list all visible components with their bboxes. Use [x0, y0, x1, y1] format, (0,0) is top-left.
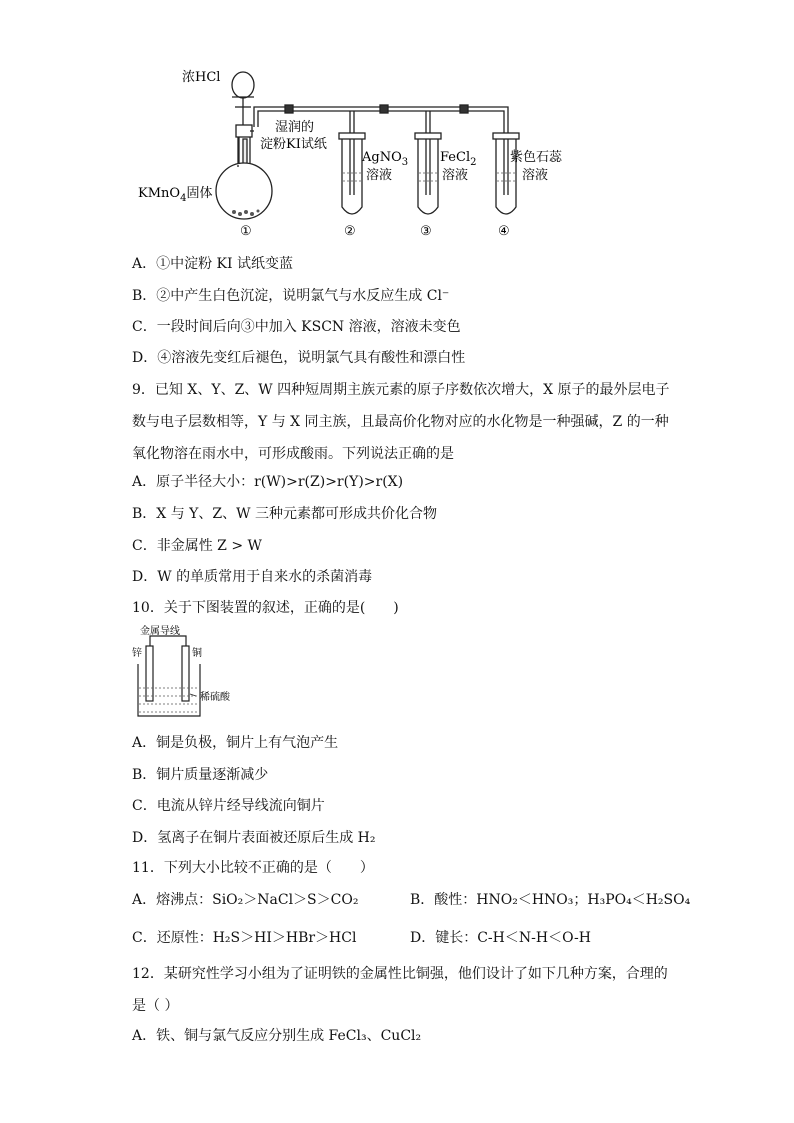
- label-conc-hcl: 浓HCl: [182, 70, 221, 85]
- label-feclx: FeCl$_2$: [440, 150, 477, 168]
- label-solution-4: 溶液: [522, 168, 549, 183]
- q8-option-a: A．①中淀粉 KI 试纸变蓝: [132, 256, 293, 272]
- q9-option-d: D．W 的单质常用于自来水的杀菌消毒: [132, 569, 373, 585]
- label-wire: 金属导线: [140, 626, 180, 637]
- q12-stem: 12．某研究性学习小组为了证明铁的金属性比铜强，他们设计了如下几种方案，合理的是（ ）: [132, 966, 668, 1014]
- label-cu: 铜: [192, 648, 202, 659]
- q10-option-d: D．氢离子在铜片表面被还原后生成 H₂: [132, 830, 376, 846]
- q11-option-a: A．熔沸点：SiO₂＞NaCl＞S＞CO₂: [132, 892, 359, 908]
- q11-option-d: D．键长：C-H＜N-H＜O-H: [410, 930, 591, 946]
- q11-option-c: C．还原性：H₂S＞HI＞HBr＞HCl: [132, 930, 357, 946]
- label-acid: 稀硫酸: [200, 692, 230, 703]
- q12-option-a: A．铁、铜与氯气反应分别生成 FeCl₃、CuCl₂: [132, 1028, 422, 1044]
- label-solution-2: 溶液: [366, 168, 393, 183]
- q10-option-b: B．铜片质量逐渐减少: [132, 767, 269, 783]
- q11-option-b: B．酸性：HNO₂＜HNO₃；H₃PO₄＜H₂SO₄: [410, 892, 691, 908]
- label-litmus: 紫色石蕊: [510, 150, 563, 165]
- q10-option-c: C．电流从锌片经导线流向铜片: [132, 798, 325, 814]
- q9-option-b: B．X 与 Y、Z、W 三种元素都可形成共价化合物: [132, 506, 437, 522]
- label-solution-3: 溶液: [442, 168, 469, 183]
- label-kmno4: KMnO$_4$固体: [138, 186, 213, 204]
- chlorine-apparatus-figure: [130, 55, 590, 245]
- label-n4: ④: [498, 224, 510, 239]
- q8-option-d: D．④溶液先变红后褪色，说明氯气具有酸性和漂白性: [132, 350, 466, 366]
- galvanic-cell-figure: [130, 624, 240, 724]
- q11-stem: 11．下列大小比较不正确的是（ ）: [132, 860, 374, 876]
- q9-option-c: C．非金属性 Z > W: [132, 538, 262, 554]
- q10-stem: 10．关于下图装置的叙述，正确的是( ): [132, 600, 399, 616]
- label-wet-1: 湿润的: [275, 120, 315, 135]
- label-wet-2: 淀粉KI试纸: [260, 137, 327, 152]
- q9-stem: 9．已知 X、Y、Z、W 四种短周期主族元素的原子序数依次增大，X 原子的最外层电子数与电子层数相等，Y 与 X 同主族，且最高价化物对应的水化物是一种强碱，Z 的一种氧化物溶在雨水中，可形成酸雨。下列说法正确的是: [132, 382, 670, 462]
- label-agno3: AgNO$_3$: [362, 150, 409, 168]
- q8-option-c: C．一段时间后向③中加入 KSCN 溶液，溶液未变色: [132, 319, 461, 335]
- q9-option-a: A．原子半径大小：r(W)>r(Z)>r(Y)>r(X): [132, 474, 404, 490]
- q10-option-a: A．铜是负极，铜片上有气泡产生: [132, 735, 339, 751]
- label-n2: ②: [344, 224, 356, 239]
- label-n3: ③: [420, 224, 432, 239]
- label-zn: 锌: [132, 648, 142, 659]
- label-n1: ①: [240, 224, 252, 239]
- q8-option-b: B．②中产生白色沉淀，说明氯气与水反应生成 Cl⁻: [132, 288, 450, 304]
